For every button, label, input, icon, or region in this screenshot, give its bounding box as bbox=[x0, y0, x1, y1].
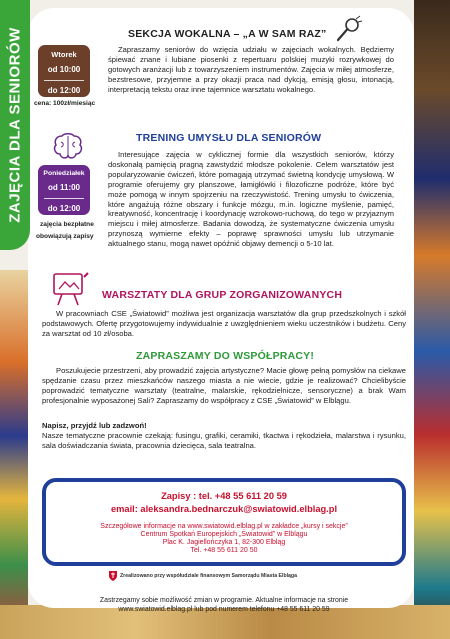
organizer-phone[interactable]: Tel. +48 55 611 20 50 bbox=[190, 547, 258, 554]
side-tab-label: ZAJĘCIA DLA SENIORÓW bbox=[6, 27, 24, 223]
organizer-address: Plac K. Jagiellończyka 1, 82-300 Elbląg bbox=[162, 539, 286, 546]
section2-title: TRENING UMYSŁU DLA SENIORÓW bbox=[136, 132, 322, 144]
schedule-to: do 12:00 bbox=[47, 86, 81, 95]
easel-icon bbox=[50, 271, 90, 307]
microphone-icon bbox=[332, 14, 364, 46]
section1-text: Zapraszamy seniorów do wzięcia udziału w zajęciach wokalnych. Będziemy śpiewać znane i lubiane piosenki z repertuaru polskiej muzyki rozrywkowej do gotowych aranżacji lub z towarzyszeniem instrumentów. Zajęcia w miłej atmosferze, bezstresowe, przyjemne a przy okazji praca nad dykcją, emisją głosu, intonacją, interpretacją tekstu oraz inne tajemnice warsztatu wokalnego. bbox=[108, 45, 394, 94]
section2-note-free: zajęcia bezpłatne bbox=[40, 221, 94, 228]
signup-phone[interactable]: Zapisy : tel. +48 55 611 20 59 bbox=[161, 491, 287, 501]
footer-line2[interactable]: www.swiatowid.elblag.pl lub pod numerem telefonu +48 55 611 20 59 bbox=[118, 606, 330, 613]
brain-icon bbox=[52, 132, 84, 162]
section4-subtext: Nasze tematyczne pracownie czekają: fusingu, grafiki, ceramiki, tkactwa i rękodzieła, malarstwa i rysunku, sala doświadczania świata, pracownia dziecięca, sala teatralna. bbox=[42, 431, 406, 450]
section1-title: SEKCJA WOKALNA – „A W SAM RAZ” bbox=[128, 28, 327, 40]
section4-title: ZAPRASZAMY DO WSPÓŁPRACY! bbox=[136, 350, 315, 362]
section4-text: Poszukujecie przestrzeni, aby prowadzić zajęcia artystyczne? Macie głowę pełną pomysłów na ciekawe spędzanie czasu przez mieszkańców naszego miasta a nie wiecie, gdzie je realizować? Chcielibyście poprowadzić tematyczne warsztaty (teatralne, malarskie, rękodzielnicze, sensoryczne) a brak Wam profesjonalnie wyposażonej Sali? Zapraszamy do współpracy z CSE „Światowid” w Elblągu. bbox=[42, 366, 406, 405]
schedule-from: od 10:00 bbox=[47, 65, 81, 74]
background-art-right bbox=[414, 0, 450, 639]
schedule-divider bbox=[44, 198, 84, 199]
footer-line1: Zastrzegamy sobie możliwość zmian w programie. Aktualne informacje na stronie bbox=[99, 597, 349, 604]
side-tab bbox=[0, 0, 30, 250]
section2-text: Interesujące zajęcia w cyklicznej formie dla wszystkich seniorów, którzy doskonałą pamięcią pragną zawstydzić młodsze pokolenie. Celem warsztatów jest popularyzowanie ćwiczeń, które pomagają utrzymać świetną kondycję umysłową. W programie oferujemy gry planszowe, łamigłówki i filozoficzne podróże, które być może pomogą w innym spojrzeniu na rzeczywistość. Trening umysłu to ćwiczenia, które angażują różne obszary i funkcje mózgu, m.in. logiczne myślenie, pamięć, kreatywność, koncentrację i koordynację wzrokowo-ruchową, do tego w przyjaznym miejscu i miłej atmosferze. Badania dowodzą, że systematyczne ćwiczenia umysłu przynoszą wymierne efekty – poprawę sprawności umysłu lub utrzymanie aktualnego stanu, mogą nawet opóźnić objawy demencji o 5-10 lat. bbox=[108, 150, 394, 249]
section2-schedule bbox=[38, 165, 90, 215]
section2-note-signup: obowiązują zapisy bbox=[36, 233, 94, 240]
contact-box bbox=[42, 478, 406, 566]
schedule-to: do 12:00 bbox=[47, 204, 81, 213]
background-art-left bbox=[0, 270, 28, 639]
organizer-name: Centrum Spotkań Europejskich „Światowid” w Elblągu bbox=[140, 531, 308, 538]
schedule-day: Wtorek bbox=[51, 50, 77, 59]
section1-schedule bbox=[38, 45, 90, 97]
signup-email[interactable]: email: aleksandra.bednarczuk@swiatowid.elblag.pl bbox=[110, 504, 338, 514]
section3-text: W pracowniach CSE „Światowid” możliwa jest organizacja warsztatów dla grup przedszkolnych i szkół podstawowych. Ofertę przygotowujemy indywidualnie z uwzględnieniem wieku uczestników i budżetu. Ceny za warsztat od 10 zł/osoba. bbox=[42, 309, 406, 338]
section1-price-note: cena: 100zł/miesiąc bbox=[34, 100, 96, 107]
footer bbox=[42, 596, 406, 614]
section3-title: WARSZTATY DLA GRUP ZORGANIZOWANYCH bbox=[102, 289, 343, 301]
schedule-day: Poniedziałek bbox=[43, 170, 85, 177]
crest-icon bbox=[108, 570, 118, 582]
funding-note: Zrealizowano przy współudziale finansowym Samorządu Miasta Elbląga bbox=[120, 573, 297, 579]
section4-subheading: Napisz, przyjdź lub zadzwoń! bbox=[42, 421, 147, 430]
schedule-from: od 11:00 bbox=[47, 183, 80, 192]
details-website[interactable]: Szczegółowe informacje na www.swiatowid.elblag.pl w zakładce „kursy i sekcje” bbox=[100, 523, 348, 530]
schedule-divider bbox=[44, 80, 84, 81]
